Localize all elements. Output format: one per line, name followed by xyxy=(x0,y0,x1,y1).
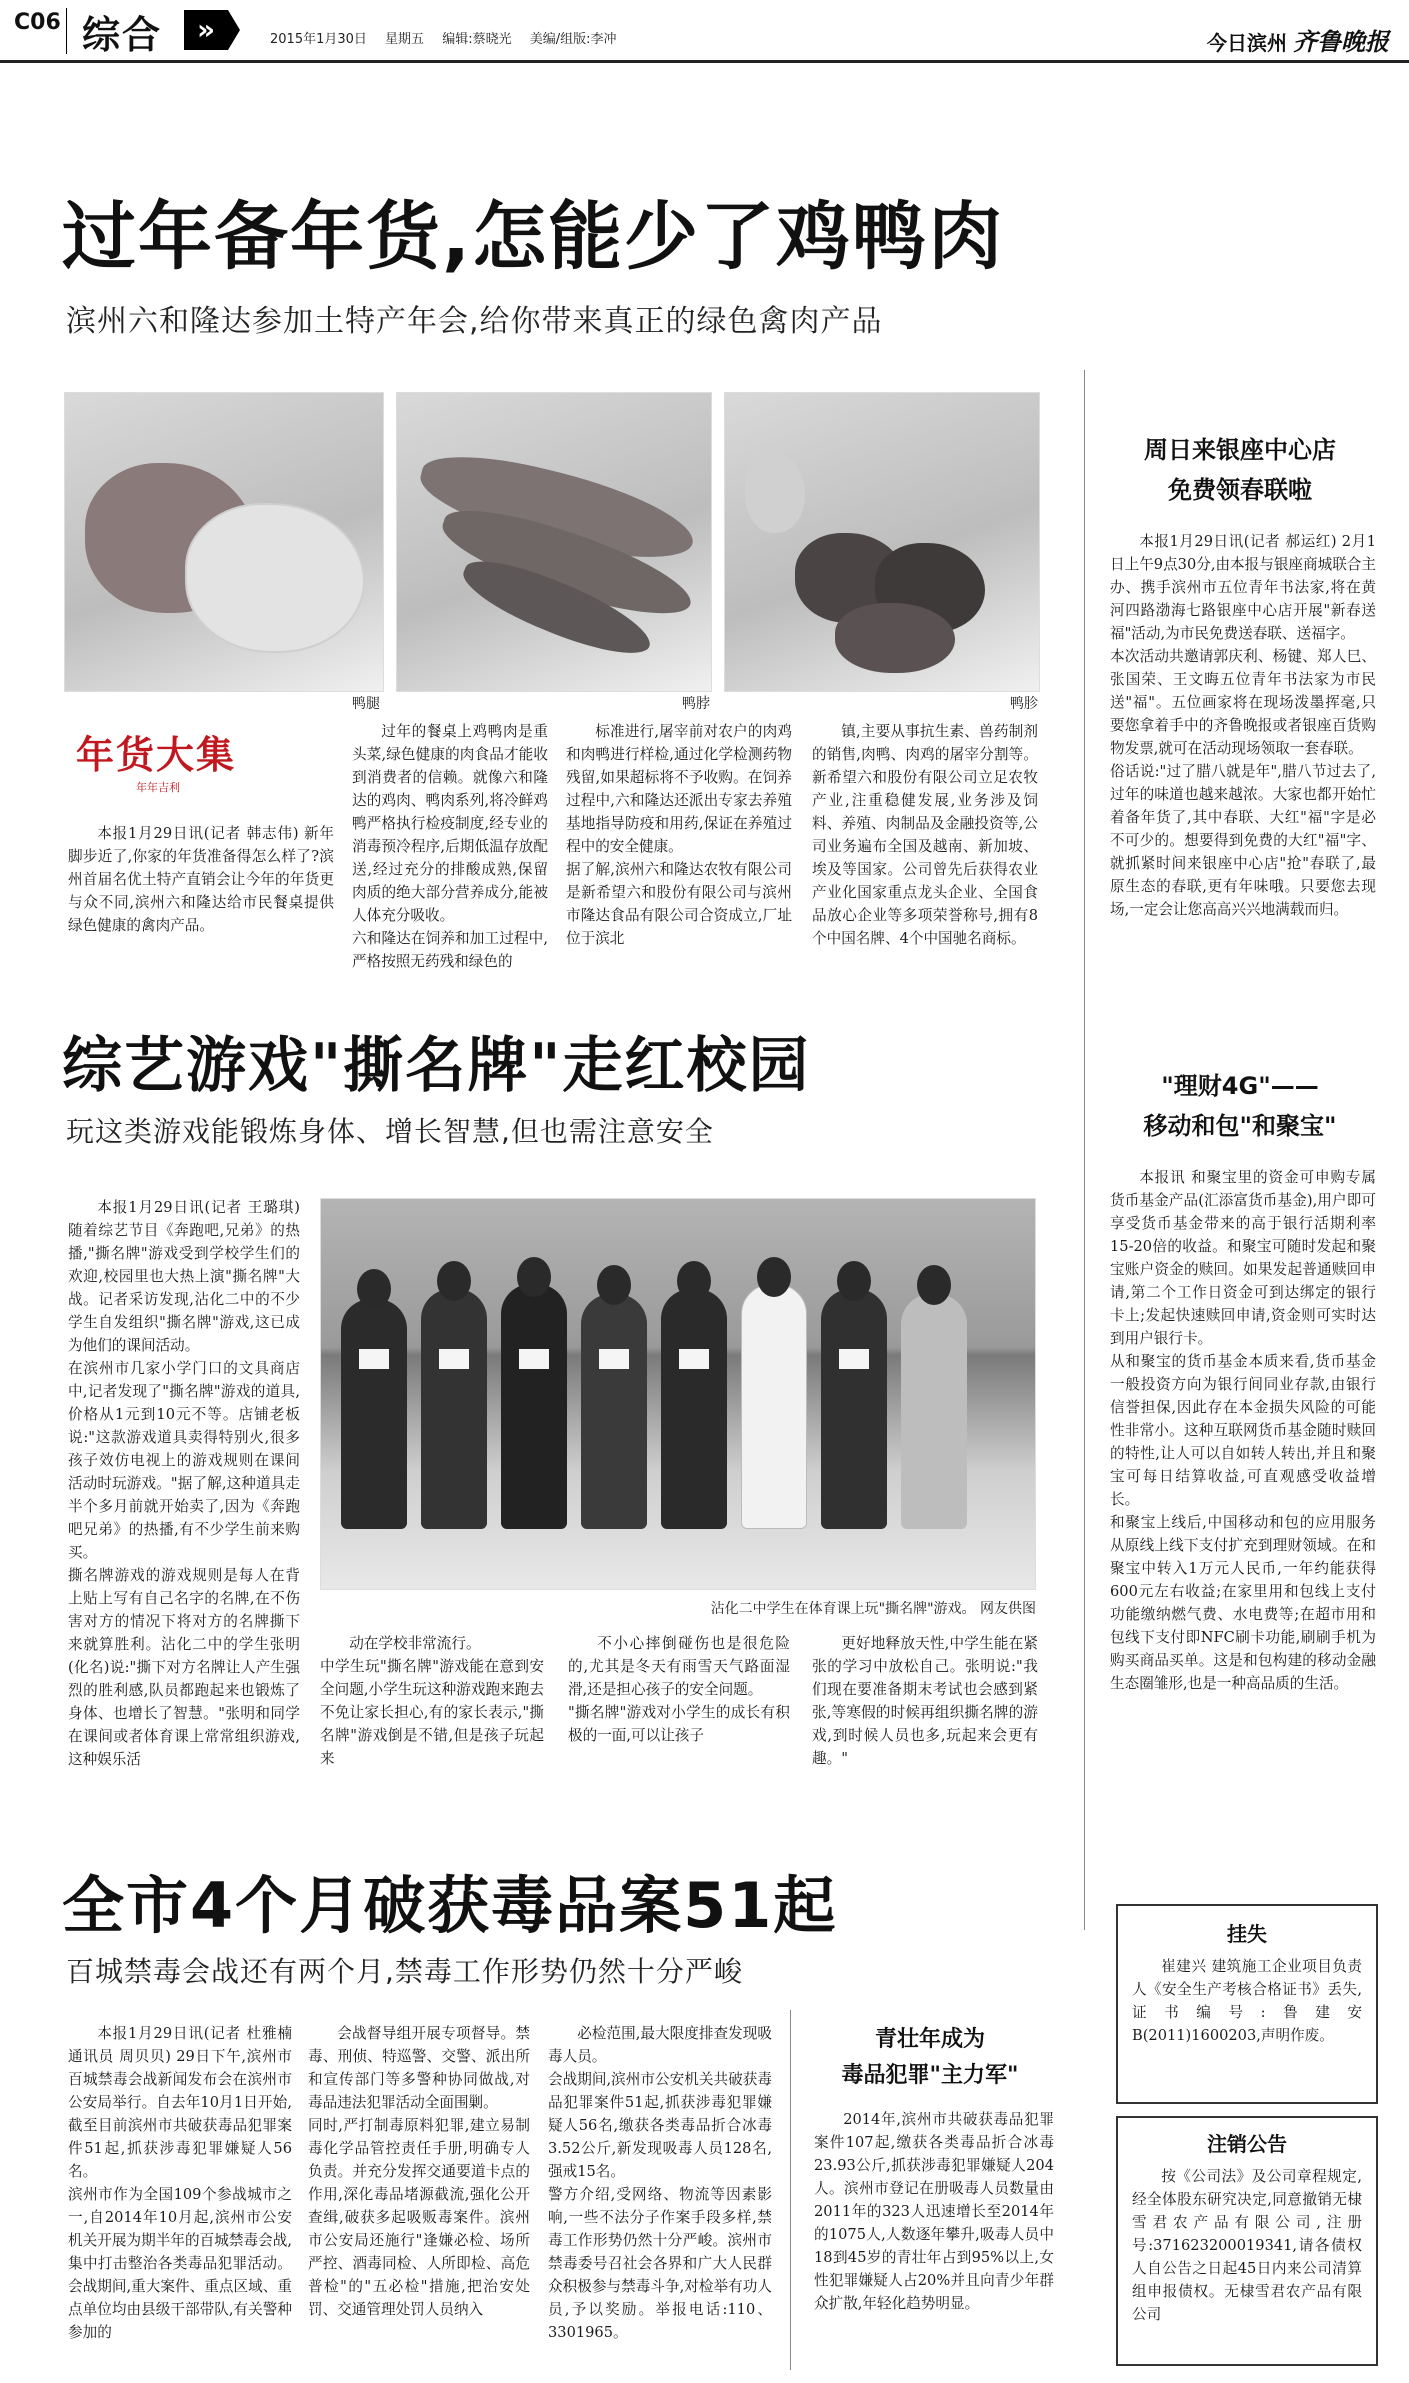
logo-subtitle: 年年吉利 xyxy=(136,781,180,794)
side3-title-line: 毒品犯罪"主力军" xyxy=(841,2063,1019,2088)
student-head xyxy=(757,1257,791,1297)
article2-paragraph: 本报1月29日讯(记者 王璐琪) 随着综艺节目《奔跑吧,兄弟》的热播,"撕名牌"游戏受到学校学生们的欢迎,校园里也大热上演"撕名牌"大战。记者采访发现,沾化二中的不少学生自发组织"撕名牌"游戏,这已成为他们的课间活动。 在滨州市几家小学门口的文具商店中,记者发现了"撕名牌"游戏的道具,价格从1元到10元不等。店铺老板说:"这款游戏道具卖得特别火,很多孩子效仿电视上的游戏规则在课间活动时玩游戏。"据了解,这种道具走半个多月前就开始卖了,因为《奔跑吧兄弟》的热播,有不少学生前来购买。 撕名牌游戏的游戏规则是每人在背上贴上写有自己名字的名牌,在不伤害对方的情况下将对方的名牌撕下来就算胜利。沾化二中的学生张明(化名)说:"撕下对方名牌让人产生强烈的胜利感,队员都跑起来也锻炼了身体、也增长了智慧。"张明和同学在课间或者体育课上常常组织游戏,这种娱乐活 xyxy=(68,1199,300,1768)
article2-column-3 xyxy=(568,1632,790,1772)
photo-caption: 鸭脖 xyxy=(682,696,710,712)
section-title: 综合 xyxy=(82,13,163,57)
logo-title: 年货大集 xyxy=(76,733,237,777)
article1-column-1 xyxy=(68,822,334,962)
name-tag xyxy=(359,1349,389,1369)
photo-caption: 鸭腿 xyxy=(352,696,380,712)
article1-column-4 xyxy=(812,720,1038,950)
name-tag xyxy=(679,1349,709,1369)
student-figure xyxy=(501,1284,567,1529)
student-figure xyxy=(741,1284,807,1529)
deregistration-notice-body-wrap xyxy=(1132,2165,1362,2326)
student-head xyxy=(437,1261,471,1301)
issue-meta xyxy=(270,28,631,47)
student-head xyxy=(837,1261,871,1301)
photo-duck-leg xyxy=(64,392,384,692)
lost-notice-title: 挂失 xyxy=(1227,1922,1267,1946)
article1-headline: 过年备年货,怎能少了鸡鸭肉 xyxy=(62,194,1005,280)
article1-column-2 xyxy=(352,720,548,970)
student-figure xyxy=(581,1294,647,1529)
article2-subheadline: 玩这类游戏能锻炼身体、增长智慧,但也需注意安全 xyxy=(66,1115,714,1148)
gizzard-shape xyxy=(745,453,805,533)
side1-title-line: 周日来银座中心店 xyxy=(1144,436,1336,464)
photo-duck-gizzard xyxy=(724,392,1040,692)
article1-paragraph: 过年的餐桌上鸡鸭肉是重头菜,绿色健康的肉食品才能收到消费者的信赖。就像六和隆达的鸡肉、鸭肉系列,将冷鲜鸡鸭严格执行检疫制度,经专业的消毒预冷程序,后期低温存放配送,经过充分的排酸成熟,保留肉质的绝大部分营养成分,能被人体充分吸收。 六和隆达在饲养和加工过程中,严格按照无药残和绿色的 xyxy=(352,723,548,970)
article2-column-2 xyxy=(320,1632,544,1772)
gizzard-shape xyxy=(835,603,955,673)
student-head xyxy=(357,1269,391,1309)
student-head xyxy=(597,1265,631,1305)
brand-name: 今日滨州 xyxy=(1207,31,1287,55)
side3-title-line: 青壮年成为 xyxy=(874,2027,985,2052)
article1-paragraph: 镇,主要从事抗生素、兽药制剂的销售,肉鸭、肉鸡的屠宰分割等。新希望六和股份有限公司立足农牧产业,注重稳健发展,业务涉及饲料、养殖、肉制品及金融投资等,公司业务遍布全国及越南、新加坡、埃及等国家。公司曾先后获得农业产业化国家重点龙头企业、全国食品放心企业等多项荣誉称号,拥有8个中国名牌、4个中国驰名商标。 xyxy=(812,723,1038,947)
side2-body xyxy=(1110,1166,1376,1856)
column-divider xyxy=(1084,370,1085,1930)
masthead-brand xyxy=(1207,22,1389,57)
article3-column-1 xyxy=(68,2022,292,2372)
student-head xyxy=(517,1257,551,1297)
side2-title-line: "理财4G"—— xyxy=(1161,1072,1319,1100)
name-tag xyxy=(439,1349,469,1369)
student-figure xyxy=(341,1299,407,1529)
deregistration-notice xyxy=(1116,2116,1378,2366)
photo-duck-neck xyxy=(396,392,712,692)
brand-script-logo: 齐鲁晚报 xyxy=(1293,27,1389,56)
article1-column-3 xyxy=(566,720,792,950)
side3-paragraph: 2014年,滨州市共破获毒品犯罪案件107起,缴获各类毒品折合冰毒23.93公斤,抓获涉毒犯罪嫌疑人204人。滨州市登记在册吸毒人员数量由2011年的323人迅速增长至2014年的1075人,人数逐年攀升,吸毒人员中18到45岁的青壮年占到95%以上,女性犯罪嫌疑人占20%并且向青少年群众扩散,年轻化趋势明显。 xyxy=(814,2111,1054,2312)
side2-headline xyxy=(1100,1066,1380,1146)
article2-column-1 xyxy=(68,1196,300,1886)
side2-title-line: 移动和包"和聚宝" xyxy=(1143,1112,1337,1140)
side1-title-line: 免费领春联啦 xyxy=(1168,476,1312,504)
name-tag xyxy=(599,1349,629,1369)
photo-students-playing xyxy=(320,1198,1036,1590)
issue-weekday: 星期五 xyxy=(385,32,425,47)
article2-headline: 综艺游戏"撕名牌"走红校园 xyxy=(62,1031,811,1101)
lost-notice-body-wrap xyxy=(1132,1955,1362,2047)
section-arrow-icon: » xyxy=(184,10,228,50)
article2-paragraph: 动在学校非常流行。 中学生玩"撕名牌"游戏能在意到安全问题,小学生玩这种游戏跑来跑去不免让家长担心,有的家长表示,"撕名牌"游戏倒是不错,但是孩子玩起来 xyxy=(320,1635,544,1767)
student-figure xyxy=(661,1289,727,1529)
page-number: C06 xyxy=(14,10,61,35)
student-head xyxy=(677,1261,711,1301)
student-figure xyxy=(421,1289,487,1529)
article1-subheadline: 滨州六和隆达参加土特产年会,给你带来真正的绿色禽肉产品 xyxy=(66,304,883,339)
deregistration-notice-body: 按《公司法》及公司章程规定,经全体股东研究决定,同意撤销无棣雪君农产品有限公司,注册号:371623200019341,请各债权人自公告之日起45日内来公司清算组申报债权。无棣雪君农产品有限公司 xyxy=(1132,2168,1362,2323)
duck-leg-shape xyxy=(185,503,365,653)
divider xyxy=(66,8,67,54)
deregistration-notice-title: 注销公告 xyxy=(1207,2132,1287,2156)
side1-headline xyxy=(1100,430,1380,510)
photo-caption: 沾化二中学生在体育课上玩"撕名牌"游戏。 网友供图 xyxy=(710,1601,1036,1617)
designer-credit: 美编/组版:李冲 xyxy=(529,32,617,47)
article3-paragraph: 必检范围,最大限度排查发现吸毒人员。 会战期间,滨州市公安机关共破获毒品犯罪案件51起,抓获涉毒犯罪嫌疑人56名,缴获各类毒品折合冰毒3.52公斤,新发现吸毒人员128名,强戒15名。 警方介绍,受网络、物流等因素影响,一些不法分子作案手段多样,禁毒工作形势仍然十分严峻。滨州市禁毒委号召社会各界和广大人民群众积极参与禁毒斗争,对检举有功人员,予以奖励。举报电话:110、3301965。 xyxy=(548,2025,772,2341)
editor-credit: 编辑:蔡晓光 xyxy=(442,32,512,47)
article3-headline: 全市4个月破获毒品案51起 xyxy=(62,1869,838,1942)
article2-paragraph: 不小心摔倒碰伤也是很危险的,尤其是冬天有雨雪天气路面湿滑,还是担心孩子的安全问题。 "撕名牌"游戏对小学生的成长有积极的一面,可以让孩子 xyxy=(568,1635,790,1744)
photo-caption: 鸭胗 xyxy=(1010,696,1038,712)
name-tag xyxy=(839,1349,869,1369)
article3-paragraph: 会战督导组开展专项督导。禁毒、刑侦、特巡警、交警、派出所和宣传部门等多警种协同做战,对毒品违法犯罪活动全面围剿。 同时,严打制毒原料犯罪,建立易制毒化学品管控责任手册,明确专人负责。并充分发挥交通要道卡点的作用,深化毒品堵源截流,强化公开查缉,破获多起吸贩毒案件。滨州市公安局还施行"逢嫌必检、场所严控、酒毒同检、人所即检、高危普检"的"五必检"措施,把治安处罚、交通管理处罚人员纳入 xyxy=(308,2025,530,2318)
column-divider xyxy=(790,2010,791,2370)
lost-notice xyxy=(1116,1904,1378,2104)
article3-paragraph: 本报1月29日讯(记者 杜雅楠 通讯员 周贝贝) 29日下午,滨州市百城禁毒会战新闻发布会在滨州市公安局举行。自去年10月1日开始,截至目前滨州市共破获毒品犯罪案件51起,抓获涉毒犯罪嫌疑人56名。 滨州市作为全国109个参战城市之一,自2014年10月起,滨州市公安机关开展为期半年的百城禁毒会战,集中打击整治各类毒品犯罪活动。会战期间,重大案件、重点区域、重点单位均由县级干部带队,有关警种参加的 xyxy=(68,2025,292,2341)
article1-paragraph: 标准进行,屠宰前对农户的肉鸡和肉鸭进行样检,通过化学检测药物残留,如果超标将不予收购。在饲养过程中,六和隆达还派出专家去养殖基地指导防疫和用药,保证在养殖过程中的安全健康。 据了解,滨州六和隆达农牧有限公司是新希望六和股份有限公司与滨州市隆达食品有限公司合资成立,厂址位于滨北 xyxy=(566,723,792,947)
side1-paragraph: 本报1月29日讯(记者 郝运红) 2月1日上午9点30分,由本报与银座商城联合主办、携手滨州市五位青年书法家,将在黄河四路渤海七路银座中心店开展"新春送福"活动,为市民免费送春联、送福字。 本次活动共邀请郭庆利、杨键、郑人巳、张国荣、王文晦五位青年书法家为市民送"福"。五位画家将在现场泼墨挥毫,只要您拿着手中的齐鲁晚报或者银座百货购物发票,就可在活动现场领取一套春联。 俗话说:"过了腊八就是年",腊八节过去了,过年的味道也越来越浓。大家也都开始忙着备年货了,其中春联、大红"福"字是必不可少的。想要得到免费的大红"福"字、就抓紧时间来银座中心店"抢"春联了,最原生态的春联,更有年味哦。只要您去现场,一定会让您高高兴兴地满载而归。 xyxy=(1110,533,1376,918)
side2-paragraph: 本报讯 和聚宝里的资金可申购专属货币基金产品(汇添富货币基金),用户即可享受货币基金带来的高于银行活期利率15-20倍的收益。和聚宝可随时发起和聚宝账户资金的赎回。如果发起普通赎回申请,第二个工作日资金可到达绑定的银行卡上;发起快速赎回申请,资金则可实时达到用户银行卡。 从和聚宝的货币基金本质来看,货币基金一般投资方向为银行间同业存款,由银行信誉担保,因此存在本金损失风险的可能性非常小。这种互联网货币基金随时赎回的特性,让人可以自如转人转出,并且和聚宝可每日结算收益,可直观感受收益增长。 和聚宝上线后,中国移动和包的应用服务从原线上线下支付扩充到理财领域。在和聚宝中转入1万元人民币,一年约能获得600元左右收益;在家里用和包线上支付功能缴纳燃气费、水电费等;在超市用和包线下支付即NFC刷卡功能,刷刷手机为购买商品买单。这是和包构建的移动金融生态圈雏形,也是一种高品质的生活。 xyxy=(1110,1169,1376,1692)
student-figure xyxy=(821,1289,887,1529)
lost-notice-body: 崔建兴 建筑施工企业项目负责人《安全生产考核合格证书》丢失,证书编号:鲁建安B(2011)1600203,声明作废。 xyxy=(1132,1958,1362,2044)
student-figure xyxy=(901,1294,967,1529)
header-rule xyxy=(0,60,1409,63)
article3-column-3 xyxy=(548,2022,772,2372)
side3-body xyxy=(814,2108,1054,2378)
article3-column-2 xyxy=(308,2022,530,2372)
article2-column-4 xyxy=(812,1632,1038,1772)
student-head xyxy=(917,1265,951,1305)
article1-paragraph: 本报1月29日讯(记者 韩志伟) 新年脚步近了,你家的年货准备得怎么样了?滨州首届名优土特产直销会让今年的年货更与众不同,滨州六和隆达给市民餐桌提供绿色健康的禽肉产品。 xyxy=(68,825,334,934)
issue-date: 2015年1月30日 xyxy=(270,32,367,47)
name-tag xyxy=(519,1349,549,1369)
side3-headline xyxy=(800,2022,1060,2094)
new-year-goods-logo xyxy=(76,724,276,792)
article3-subheadline: 百城禁毒会战还有两个月,禁毒工作形势仍然十分严峻 xyxy=(66,1955,743,1988)
side1-body xyxy=(1110,530,1376,1000)
article2-paragraph: 更好地释放天性,中学生能在紧张的学习中放松自己。张明说:"我们现在要准备期末考试也会感到紧张,等寒假的时候再组织撕名牌的游戏,到时候人员也多,玩起来会更有趣。" xyxy=(812,1635,1038,1767)
